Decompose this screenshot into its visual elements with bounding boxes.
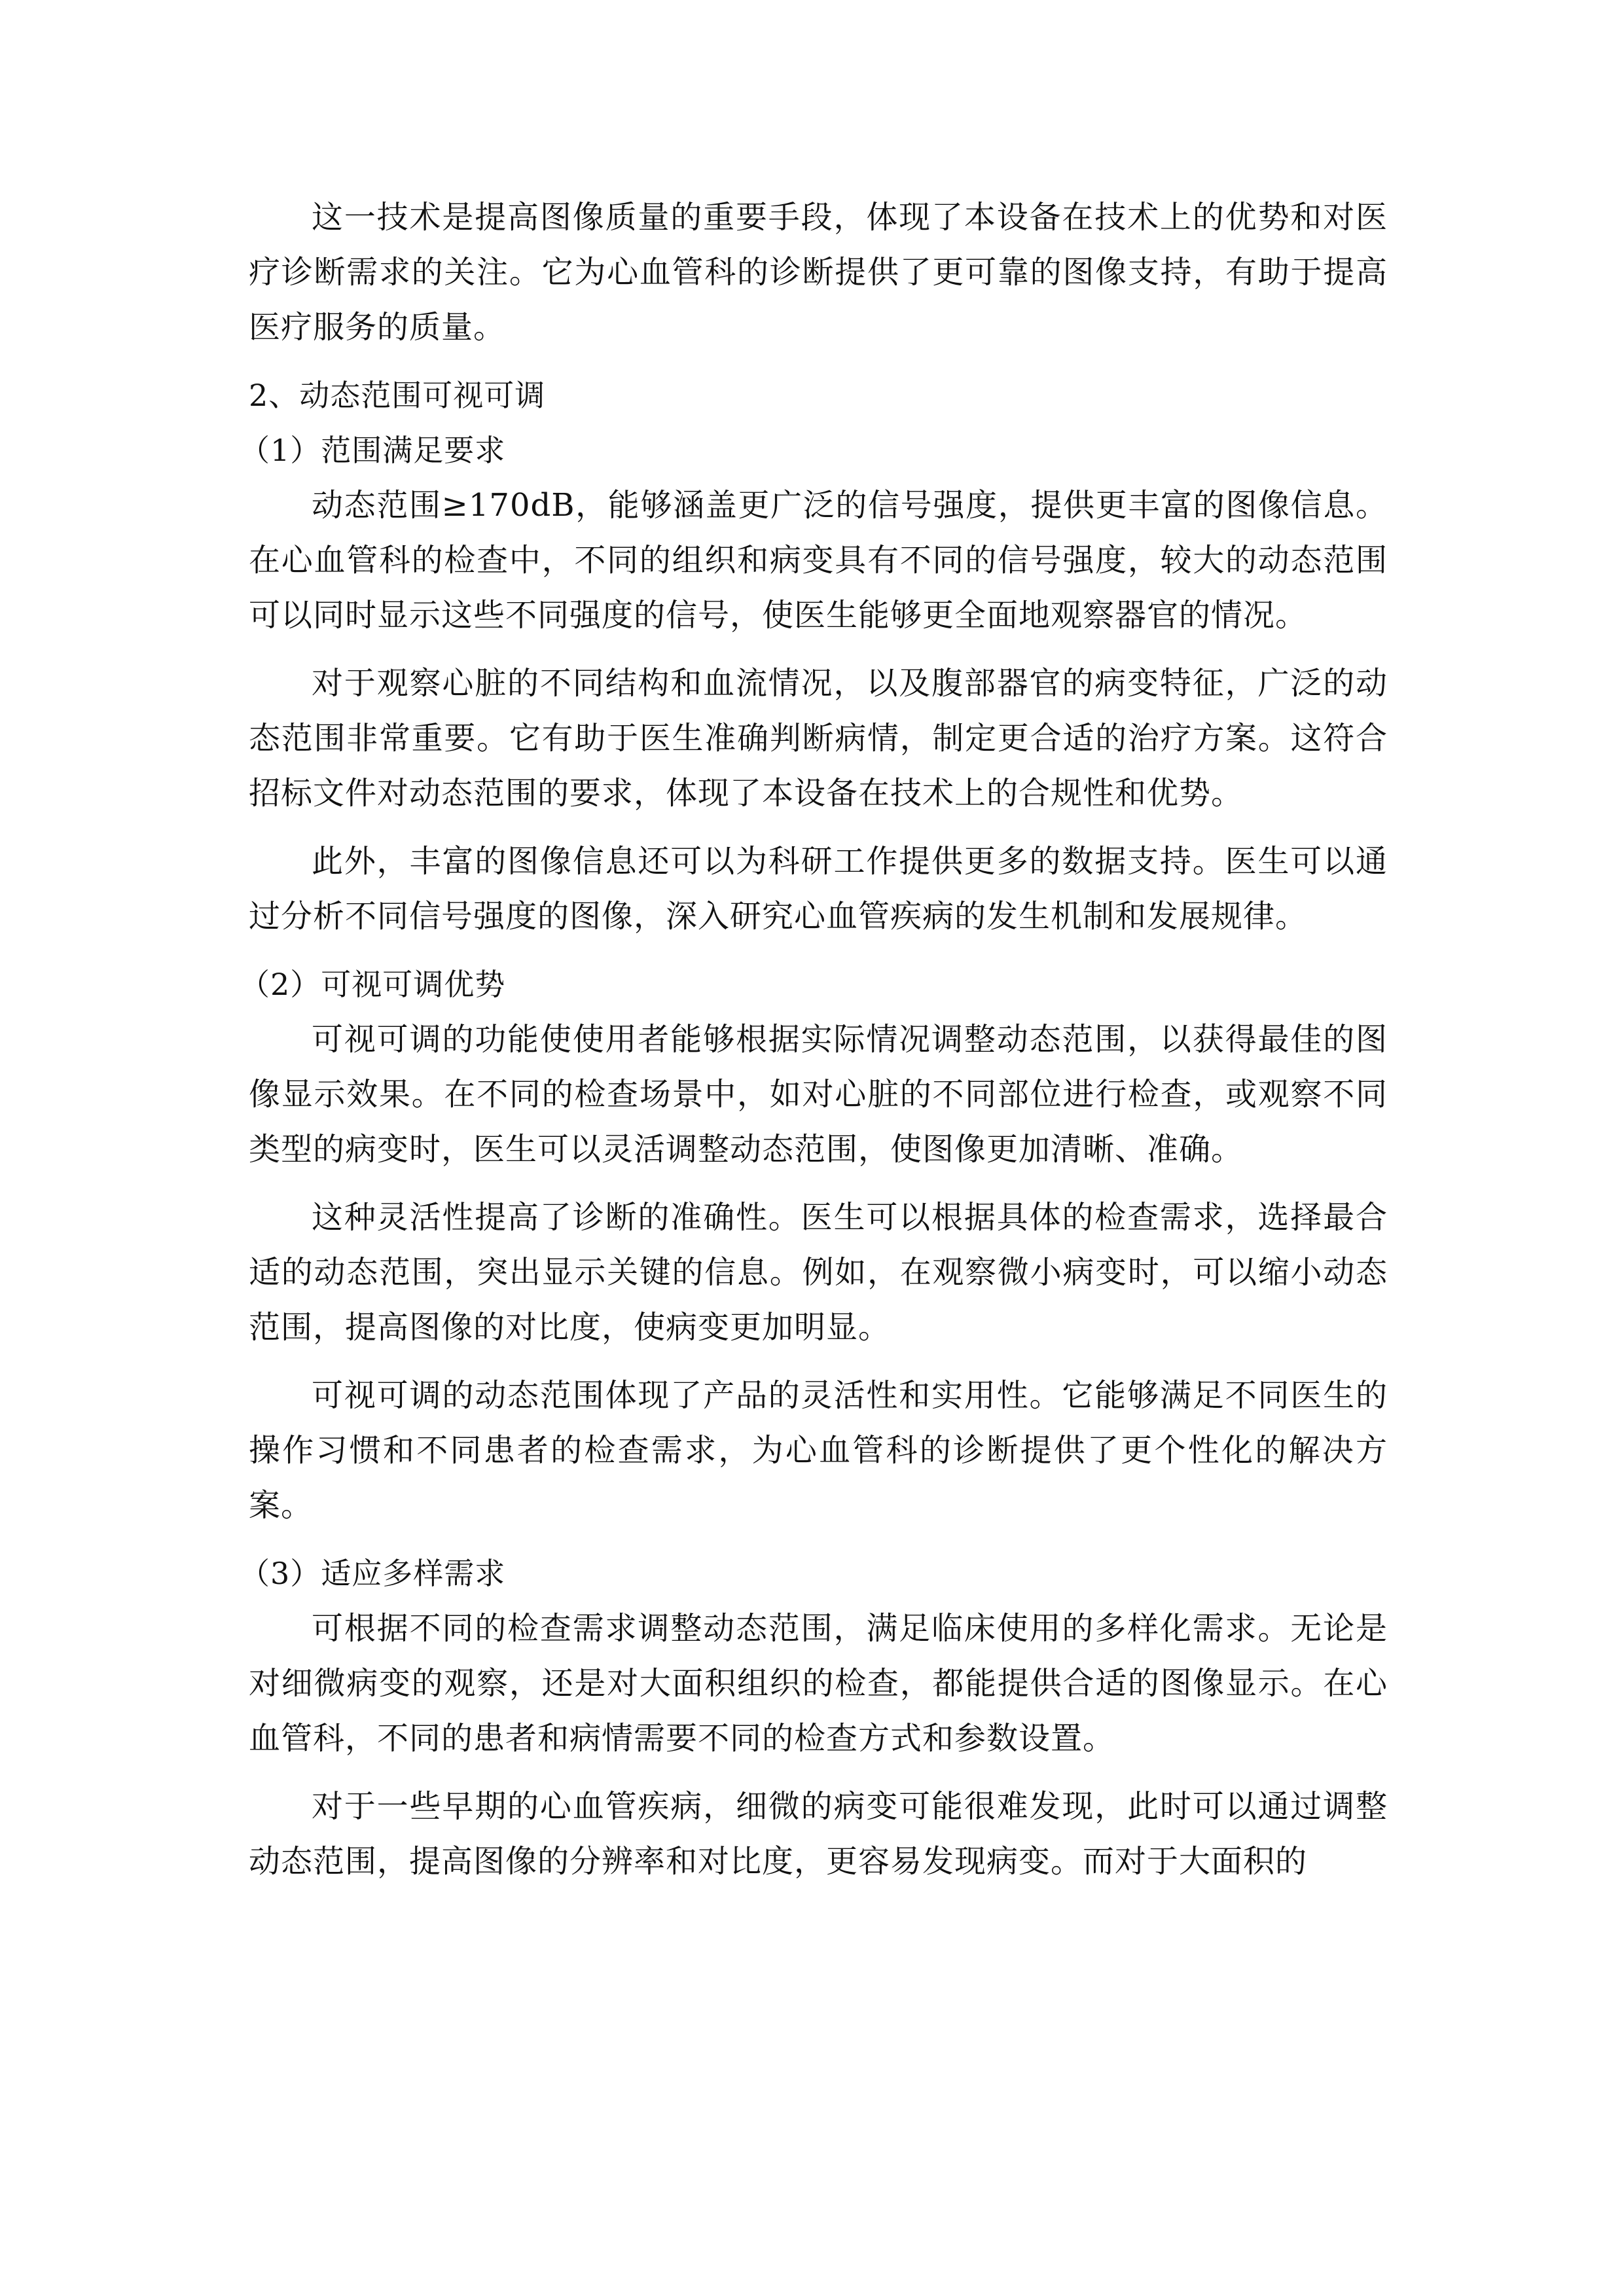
paragraph: 可根据不同的检查需求调整动态范围，满足临床使用的多样化需求。无论是对细微病变的观察，还是对大面积组织的检查，都能提供合适的图像显示。在心血管科，不同的患者和病情需要不同的检查方式和参数设置。: [249, 1610, 1388, 1757]
subsection-heading-2: （2）可视可调优势: [240, 967, 506, 1002]
paragraph: 对于一些早期的心血管疾病，细微的病变可能很难发现，此时可以通过调整动态范围，提高图像的分辨率和对比度，更容易发现病变。而对于大面积的: [249, 1788, 1388, 1880]
subsection-heading-1: （1）范围满足要求: [240, 433, 506, 468]
intro-paragraph: 这一技术是提高图像质量的重要手段，体现了本设备在技术上的优势和对医疗诊断需求的关注。它为心血管科的诊断提供了更可靠的图像支持，有助于提高医疗服务的质量。: [249, 199, 1388, 346]
paragraph: 此外，丰富的图像信息还可以为科研工作提供更多的数据支持。医生可以通过分析不同信号强度的图像，深入研究心血管疾病的发生机制和发展规律。: [249, 843, 1388, 935]
subsection-heading-3: （3）适应多样需求: [240, 1556, 506, 1591]
section-heading: 2、动态范围可视可调: [249, 378, 546, 413]
page-body: [240, 190, 1388, 1902]
paragraph: 动态范围≥170dB，能够涵盖更广泛的信号强度，提供更丰富的图像信息。在心血管科的检查中，不同的组织和病变具有不同的信号强度，较大的动态范围可以同时显示这些不同强度的信号，使医生能够更全面地观察器官的情况。: [249, 487, 1388, 634]
paragraph: 可视可调的功能使使用者能够根据实际情况调整动态范围，以获得最佳的图像显示效果。在不同的检查场景中，如对心脏的不同部位进行检查，或观察不同类型的病变时，医生可以灵活调整动态范围，使图像更加清晰、准确。: [249, 1021, 1388, 1168]
paragraph: 对于观察心脏的不同结构和血流情况，以及腹部器官的病变特征，广泛的动态范围非常重要。它有助于医生准确判断病情，制定更合适的治疗方案。这符合招标文件对动态范围的要求，体现了本设备在技术上的合规性和优势。: [249, 665, 1388, 812]
paragraph: 可视可调的动态范围体现了产品的灵活性和实用性。它能够满足不同医生的操作习惯和不同患者的检查需求，为心血管科的诊断提供了更个性化的解决方案。: [249, 1377, 1388, 1524]
paragraph: 这种灵活性提高了诊断的准确性。医生可以根据具体的检查需求，选择最合适的动态范围，突出显示关键的信息。例如，在观察微小病变时，可以缩小动态范围，提高图像的对比度，使病变更加明显。: [249, 1199, 1388, 1346]
